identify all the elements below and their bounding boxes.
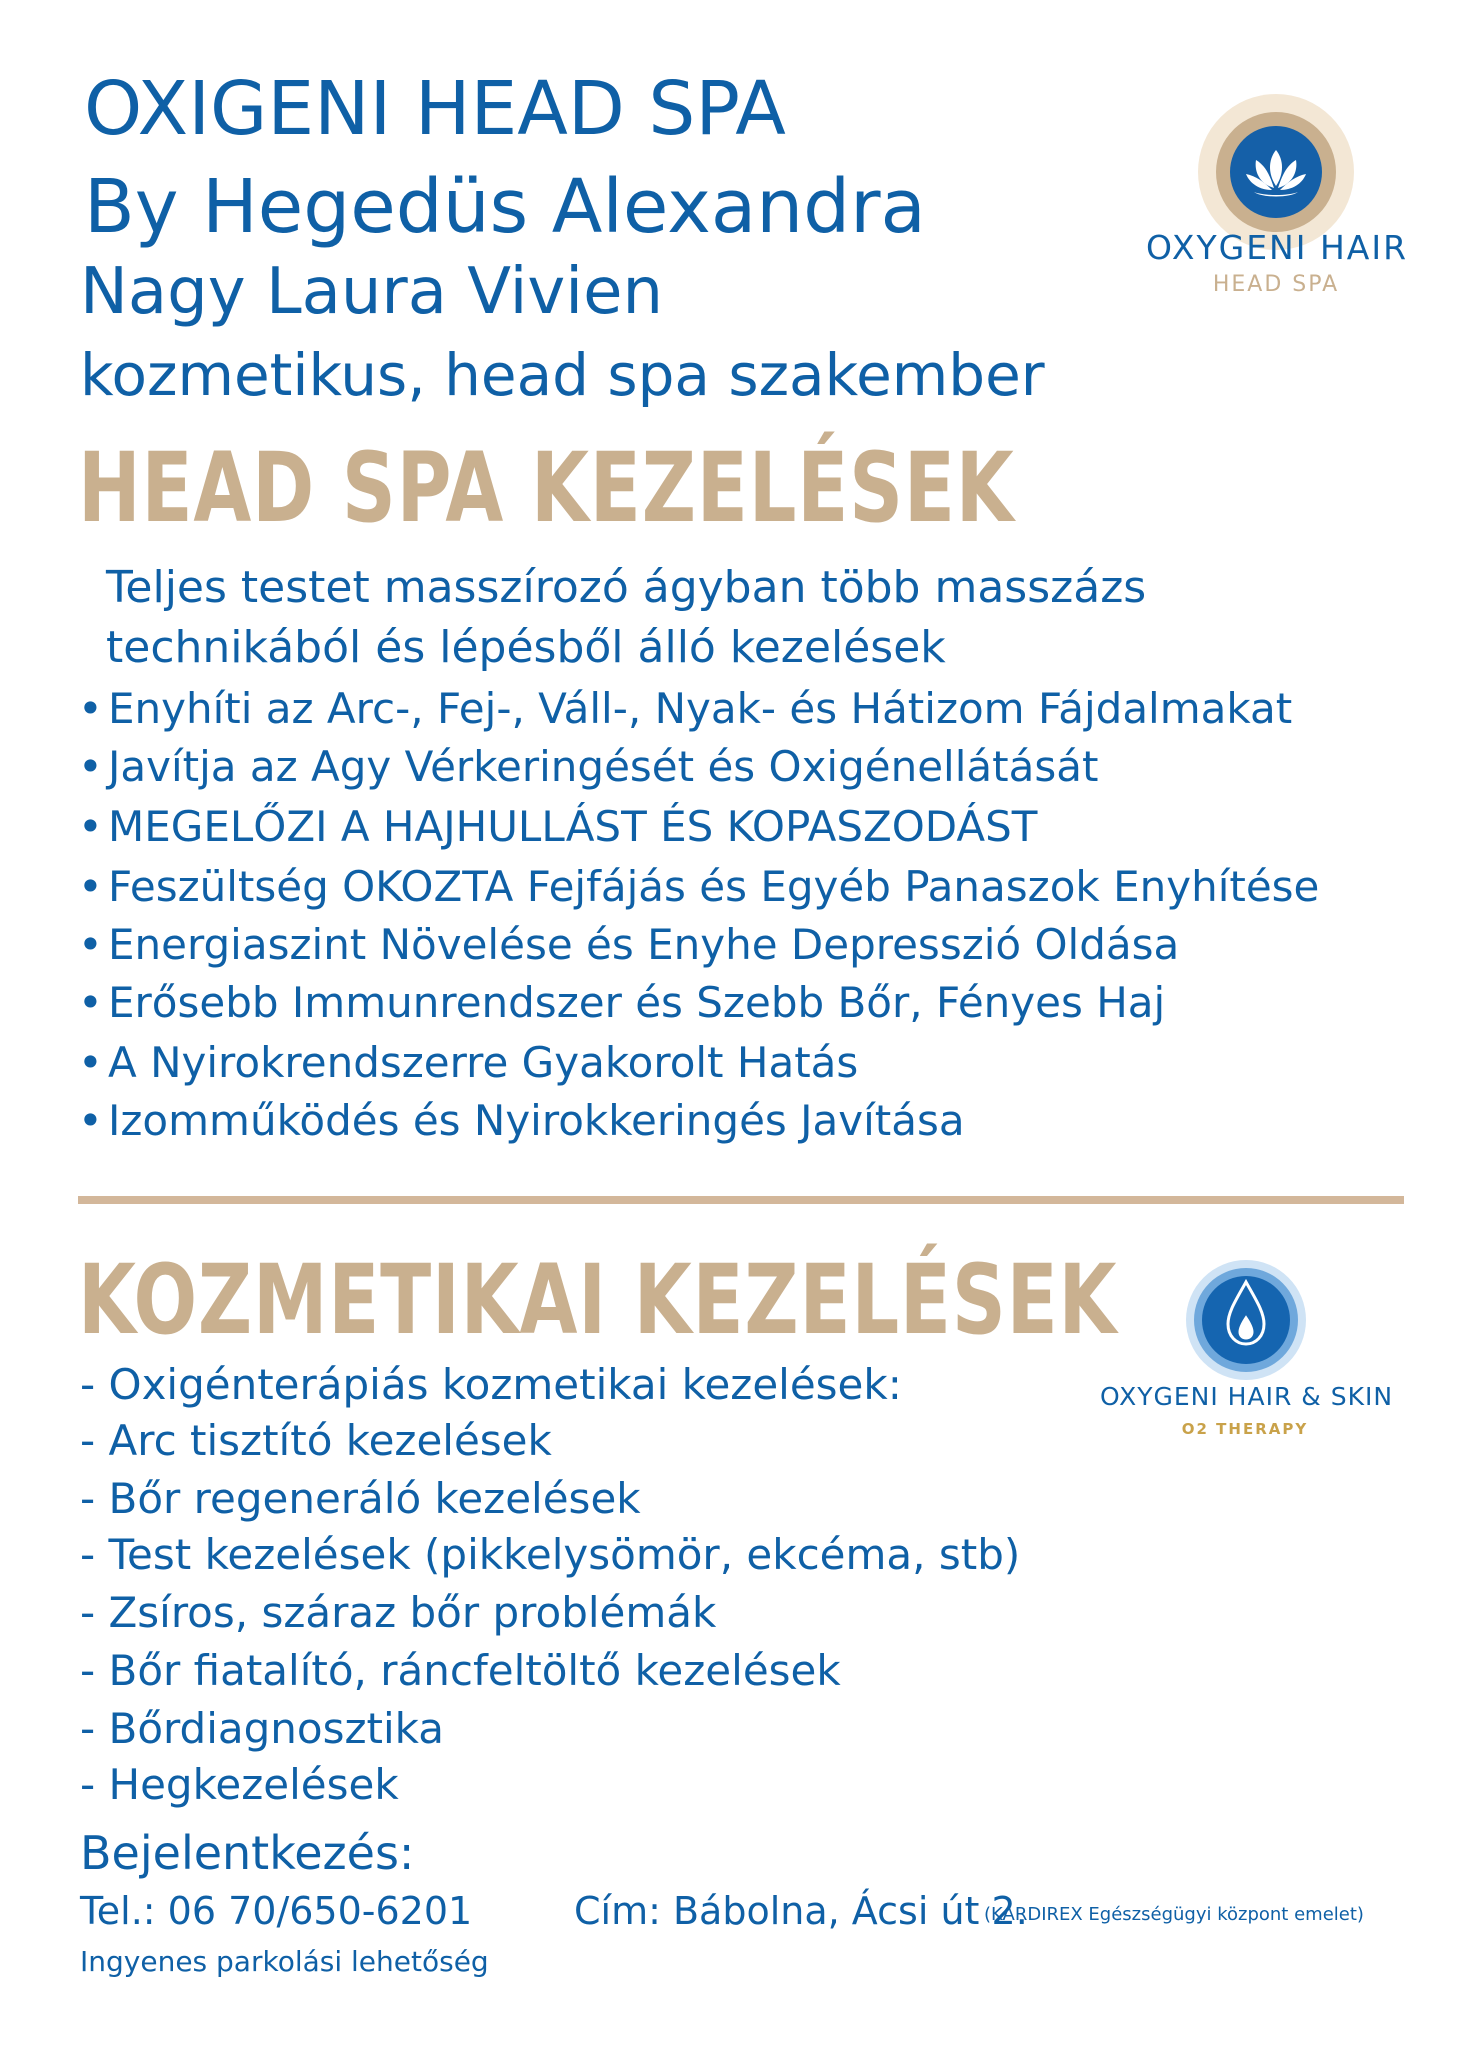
list-item: • A Nyirokrendszerre Gyakorolt Hatás <box>78 1038 859 1087</box>
header-title: OXIGENI HEAD SPA <box>84 66 786 152</box>
list-item: • Javítja az Agy Vérkeringését és Oxigénellátását <box>78 742 1099 791</box>
bullet-icon: • <box>78 684 103 733</box>
contact-address: Cím: Bábolna, Ácsi út 2. <box>574 1889 1028 1933</box>
header-name: Nagy Laura Vivien <box>80 255 663 329</box>
logo-top-sub: HEAD SPA <box>1212 272 1340 297</box>
header-role: kozmetikus, head spa szakember <box>80 341 1045 409</box>
logo-bottom-sub: O2 THERAPY <box>1181 1420 1309 1438</box>
headspa-title: HEAD SPA KEZELÉSEK <box>78 432 1015 544</box>
headspa-intro-1: Teljes testet masszírozó ágyban több masszázs <box>106 562 1147 613</box>
list-item: • Feszültség OKOZTA Fejfájás és Egyéb Panaszok Enyhítése <box>78 862 1320 911</box>
header-subtitle: By Hegedüs Alexandra <box>84 164 926 250</box>
list-item: - Zsíros, száraz bőr problémák <box>80 1588 717 1637</box>
list-item: • Enyhíti az Arc-, Fej-, Váll-, Nyak- és Hátizom Fájdalmakat <box>78 684 1293 733</box>
logo-bottom-name: OXYGENI HAIR & SKIN <box>1100 1382 1394 1411</box>
contact-phone: Tel.: 06 70/650-6201 <box>80 1889 473 1933</box>
section-divider <box>78 1196 1404 1204</box>
bullet-icon: • <box>78 1096 103 1145</box>
list-item: • Erősebb Immunrendszer és Szebb Bőr, Fényes Haj <box>78 978 1166 1027</box>
list-item: - Hegkezelések <box>80 1760 399 1809</box>
list-item: - Test kezelések (pikkelysömör, ekcéma, stb) <box>80 1530 1021 1579</box>
list-item: - Oxigénterápiás kozmetikai kezelések: <box>80 1360 902 1409</box>
list-item: • Izomműködés és Nyirokkeringés Javítása <box>78 1096 965 1145</box>
bullet-icon: • <box>78 802 103 851</box>
logo-top-name: OXYGENI HAIR <box>1146 228 1409 267</box>
contact-address-note: (KARDIREX Egészségügyi központ emelet) <box>984 1904 1364 1925</box>
list-item: - Bőrdiagnosztika <box>80 1704 444 1753</box>
list-item: • Energiaszint Növelése és Enyhe Depresszió Oldása <box>78 920 1180 969</box>
headspa-intro-2: technikából és lépésből álló kezelések <box>106 622 946 673</box>
cosmetic-title: KOZMETIKAI KEZELÉSEK <box>78 1244 1118 1356</box>
contact-label: Bejelentkezés: <box>80 1826 415 1880</box>
bullet-icon: • <box>78 978 103 1027</box>
list-item: - Arc tisztító kezelések <box>80 1416 552 1465</box>
bullet-icon: • <box>78 742 103 791</box>
bullet-icon: • <box>78 1038 103 1087</box>
bullet-icon: • <box>78 920 103 969</box>
oxygeni-hair-skin-logo <box>1186 1260 1306 1380</box>
list-item: • MEGELŐZI A HAJHULLÁST ÉS KOPASZODÁST <box>78 802 1038 851</box>
contact-parking: Ingyenes parkolási lehetőség <box>80 1945 489 1978</box>
list-item: - Bőr fiatalító, ráncfeltöltő kezelések <box>80 1646 841 1695</box>
oxygeni-hair-logo <box>1198 94 1354 250</box>
list-item: - Bőr regeneráló kezelések <box>80 1474 641 1523</box>
bullet-icon: • <box>78 862 103 911</box>
